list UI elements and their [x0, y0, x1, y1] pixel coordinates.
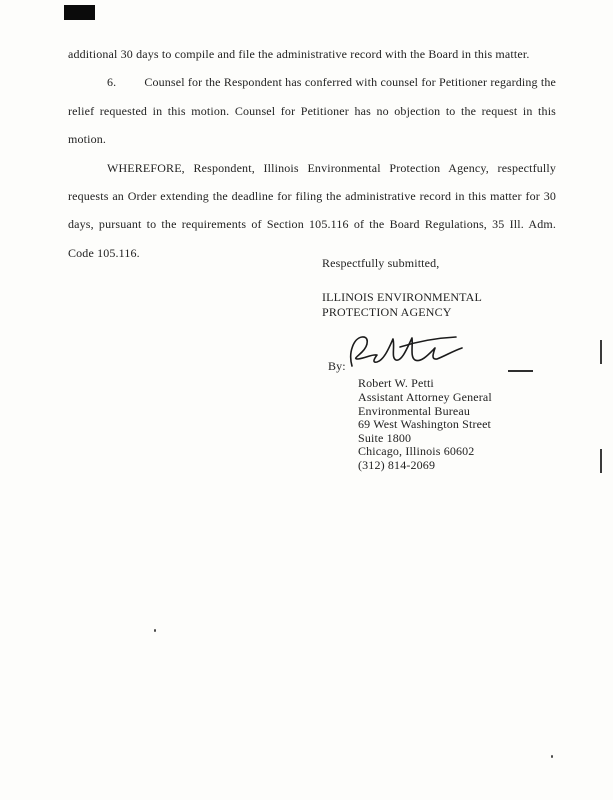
document-body	[68, 40, 556, 267]
paragraph-wherefore: WHEREFORE, Respondent, Illinois Environmental Protection Agency, respectfully requests an Order extending the deadline for filing the administrative record in this matter for 30 days, pursuant to the requirements of Section 105.116 of the Board Regulations, 35 Ill. Adm. Code 105.116.	[68, 160, 556, 260]
handwritten-signature-icon	[344, 330, 474, 374]
scan-artifact-right-tick-2	[600, 449, 602, 473]
signature-block	[322, 256, 562, 486]
signer-bureau: Environmental Bureau	[358, 403, 470, 418]
address-line-3: Chicago, Illinois 60602	[358, 444, 475, 458]
scan-artifact-top-left	[64, 5, 95, 20]
address-line-1: 69 West Washington Street	[358, 417, 492, 431]
scan-speck-2	[551, 755, 553, 758]
closing-line: Respectfully submitted,	[322, 256, 440, 270]
phone-number: (312) 814-2069	[358, 457, 436, 472]
paragraph-continuation: additional 30 days to compile and file the administrative record with the Board in this matter.	[68, 47, 530, 61]
paragraph-number: 6.	[107, 75, 117, 90]
agency-name-line-2: PROTECTION AGENCY	[322, 305, 452, 319]
address-line-2: Suite 1800	[358, 430, 412, 445]
by-label: By:	[328, 359, 346, 373]
scan-speck-1	[154, 629, 156, 632]
paragraph-item-6	[68, 68, 556, 153]
paragraph-item-6-text: Counsel for the Respondent has conferred with counsel for Petitioner regarding the relief requested in this motion. Counsel for Petitioner has no objection to the request in this motion.	[68, 75, 556, 147]
agency-name-line-1: ILLINOIS ENVIRONMENTAL	[322, 290, 482, 304]
signer-title: Assistant Attorney General	[358, 390, 492, 404]
scan-artifact-right-tick-1	[600, 340, 602, 364]
signer-name: Robert W. Petti	[358, 376, 434, 390]
